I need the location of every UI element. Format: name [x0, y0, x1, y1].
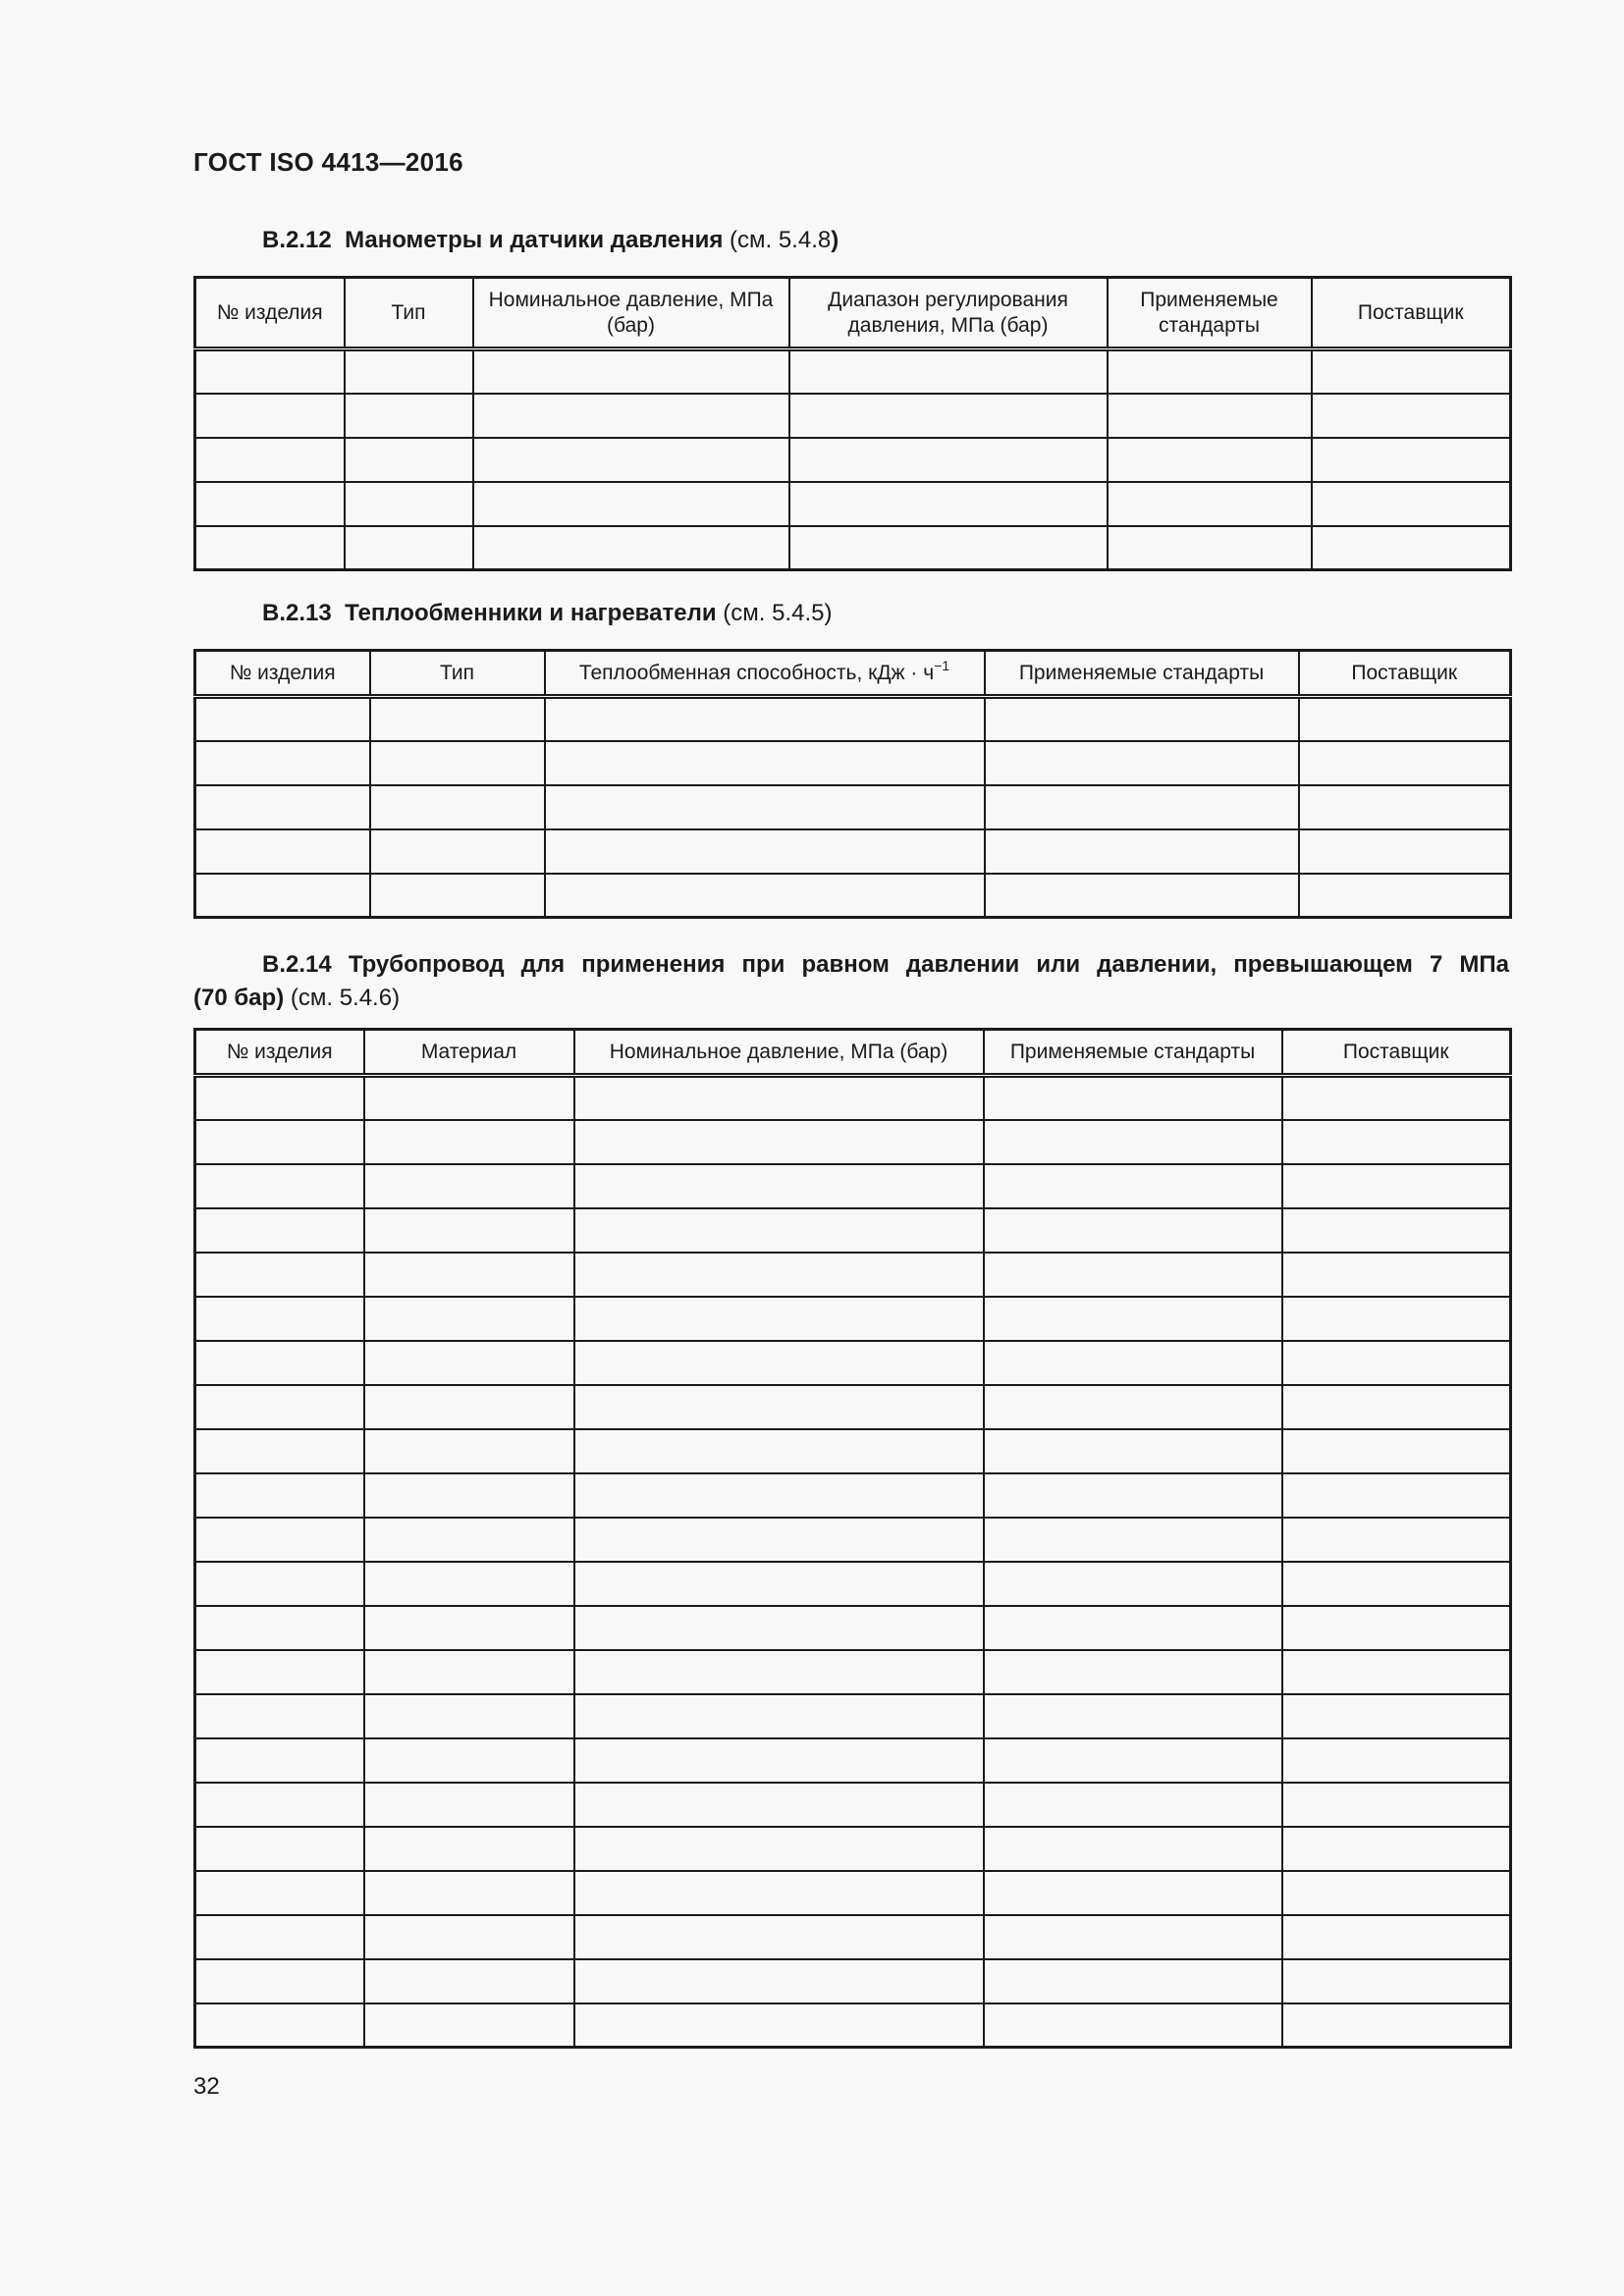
column-header: Материал [364, 1030, 574, 1076]
section-number: B.2.12 [262, 227, 332, 253]
table-cell [574, 1871, 984, 1915]
table-cell [574, 1253, 984, 1297]
table-cell [195, 1120, 364, 1164]
table-row [195, 394, 1511, 438]
table-cell [574, 1915, 984, 1959]
table-cell [984, 1606, 1282, 1650]
table-cell [364, 1871, 574, 1915]
table-cell [1282, 1473, 1511, 1518]
table-cell [195, 874, 370, 918]
table-row [195, 1341, 1511, 1385]
table-cell [195, 697, 370, 741]
table-cell [195, 1783, 364, 1827]
table-row [195, 1253, 1511, 1297]
table-row [195, 1959, 1511, 2003]
table-cell [1282, 1120, 1511, 1164]
table-cell [985, 874, 1299, 918]
table-cell [984, 1959, 1282, 2003]
table-row [195, 829, 1511, 874]
table-cell [1108, 394, 1312, 438]
table-cell [364, 1783, 574, 1827]
table-cell [1299, 741, 1511, 785]
table-row [195, 1518, 1511, 1562]
table-cell [345, 526, 473, 570]
table-cell [984, 1429, 1282, 1473]
table-cell [545, 829, 985, 874]
table-cell [364, 1297, 574, 1341]
table-cell [364, 1650, 574, 1694]
table-cell [1282, 1827, 1511, 1871]
table-cell [473, 482, 789, 526]
table-cell [574, 1120, 984, 1164]
table-cell [984, 1871, 1282, 1915]
table-cell [574, 1606, 984, 1650]
column-header: Применяемые стандарты [1108, 278, 1312, 349]
table-cell [1282, 1738, 1511, 1783]
table-row [195, 697, 1511, 741]
table-cell [345, 349, 473, 394]
table-cell [1282, 1518, 1511, 1562]
table-cell [195, 1606, 364, 1650]
table-cell [195, 2003, 364, 2048]
table-cell [1282, 1915, 1511, 1959]
table-cell [574, 1164, 984, 1208]
table-cell [370, 741, 545, 785]
table-cell [1282, 1606, 1511, 1650]
column-header: Тип [345, 278, 473, 349]
table-cell [985, 697, 1299, 741]
table-row [195, 438, 1511, 482]
table-cell [574, 1518, 984, 1562]
table-cell [195, 1429, 364, 1473]
table-cell [984, 1385, 1282, 1429]
table-cell [195, 1385, 364, 1429]
table-row [195, 1076, 1511, 1120]
table-cell [1108, 526, 1312, 570]
table-cell [345, 482, 473, 526]
column-header: Поставщик [1299, 651, 1511, 697]
column-header [545, 651, 985, 697]
table-header-row [195, 278, 1511, 349]
table-cell [370, 874, 545, 918]
table-row [195, 785, 1511, 829]
table-cell [574, 1208, 984, 1253]
table-cell [1299, 829, 1511, 874]
table-cell [364, 1606, 574, 1650]
table-cell [985, 741, 1299, 785]
table-cell [1282, 1429, 1511, 1473]
column-header: Тип [370, 651, 545, 697]
table-cell [473, 438, 789, 482]
table-cell [195, 741, 370, 785]
table-cell [1282, 1253, 1511, 1297]
table-cell [1282, 1341, 1511, 1385]
table-cell [195, 1076, 364, 1120]
table-row [195, 1164, 1511, 1208]
table-cell [364, 1562, 574, 1606]
table-cell [574, 1562, 984, 1606]
table-row [195, 874, 1511, 918]
section-reference: (см. 5.4.5) [723, 600, 833, 626]
table-cell [789, 526, 1108, 570]
table-row [195, 1650, 1511, 1694]
table-cell [195, 1738, 364, 1783]
table-cell [1282, 1783, 1511, 1827]
table-cell [1312, 438, 1511, 482]
table-cell [1299, 785, 1511, 829]
table-cell [789, 482, 1108, 526]
table-cell [364, 1164, 574, 1208]
table-cell [789, 438, 1108, 482]
table-row [195, 1915, 1511, 1959]
table-row [195, 2003, 1511, 2048]
table-cell [1108, 438, 1312, 482]
table-cell [195, 1959, 364, 2003]
page-number: 32 [193, 2073, 220, 2100]
table-cell [574, 1076, 984, 1120]
table-cell [364, 1120, 574, 1164]
table-cell [364, 1827, 574, 1871]
column-header: Применяемые стандарты [985, 651, 1299, 697]
section-title-b214 [193, 948, 1509, 1015]
section-number: B.2.14 [262, 951, 332, 978]
table-header-row [195, 1030, 1511, 1076]
table-cell [364, 1253, 574, 1297]
column-header: № изделия [195, 651, 370, 697]
table-cell [574, 1297, 984, 1341]
table-cell [574, 1694, 984, 1738]
table-cell [984, 1253, 1282, 1297]
column-header: Диапазон регулирования давления, МПа (бар) [789, 278, 1108, 349]
table-header-row [195, 651, 1511, 697]
table-cell [364, 1208, 574, 1253]
table-cell [195, 1253, 364, 1297]
table-cell [364, 1915, 574, 1959]
section-title-b212 [262, 224, 839, 257]
document-header: ГОСТ ISO 4413—2016 [193, 147, 463, 177]
table-cell [195, 1694, 364, 1738]
table-cell [195, 1208, 364, 1253]
table-cell [370, 785, 545, 829]
table-cell [364, 1473, 574, 1518]
table-cell [195, 349, 345, 394]
section-number: B.2.13 [262, 600, 332, 626]
table-row [195, 1297, 1511, 1341]
table-cell [370, 829, 545, 874]
table-cell [195, 1562, 364, 1606]
table-cell [345, 394, 473, 438]
table-cell [1299, 874, 1511, 918]
table-cell [195, 1297, 364, 1341]
table-cell [574, 1429, 984, 1473]
column-header: Поставщик [1282, 1030, 1511, 1076]
table-heat-exchangers [193, 649, 1512, 919]
table-cell [473, 349, 789, 394]
table-cell [574, 1341, 984, 1385]
table-row [195, 1429, 1511, 1473]
table-cell [195, 829, 370, 874]
table-cell [195, 1827, 364, 1871]
table-cell [984, 1518, 1282, 1562]
table-cell [473, 394, 789, 438]
section-heading-line1 [193, 948, 1509, 982]
table-cell [574, 1783, 984, 1827]
table-row [195, 526, 1511, 570]
table-cell [364, 1959, 574, 2003]
table-cell [195, 785, 370, 829]
column-header: № изделия [195, 278, 345, 349]
table-cell [1312, 394, 1511, 438]
table-cell [1282, 1694, 1511, 1738]
table-row [195, 1871, 1511, 1915]
table-cell [195, 1650, 364, 1694]
table-row [195, 1694, 1511, 1738]
table-cell [370, 697, 545, 741]
table-cell [1108, 349, 1312, 394]
section-heading: Манометры и датчики давления [345, 227, 724, 253]
table-cell [1282, 1871, 1511, 1915]
table-cell [789, 349, 1108, 394]
table-cell [574, 1738, 984, 1783]
section-heading-cont: (70 бар) [193, 985, 285, 1011]
table-cell [1282, 2003, 1511, 2048]
table-cell [473, 526, 789, 570]
table-cell [985, 829, 1299, 874]
table-cell [985, 785, 1299, 829]
table-cell [195, 1341, 364, 1385]
table-cell [574, 1959, 984, 2003]
table-cell [195, 1518, 364, 1562]
table-cell [545, 741, 985, 785]
table-cell [574, 2003, 984, 2048]
table-cell [1108, 482, 1312, 526]
table-row [195, 1473, 1511, 1518]
table-cell [1282, 1164, 1511, 1208]
table-row [195, 482, 1511, 526]
table-cell [364, 2003, 574, 2048]
table-cell [574, 1827, 984, 1871]
table-cell [1312, 526, 1511, 570]
table-cell [1312, 482, 1511, 526]
table-cell [364, 1694, 574, 1738]
table-cell [1282, 1385, 1511, 1429]
table-cell [984, 1827, 1282, 1871]
table-row [195, 1120, 1511, 1164]
table-cell [364, 1518, 574, 1562]
table-cell [345, 438, 473, 482]
table-cell [364, 1341, 574, 1385]
table-row [195, 1827, 1511, 1871]
table-cell [984, 1164, 1282, 1208]
table-cell [984, 1076, 1282, 1120]
table-cell [984, 1694, 1282, 1738]
section-reference: (см. 5.4.6) [290, 985, 401, 1011]
table-cell [195, 482, 345, 526]
table-pressure-gauges [193, 276, 1512, 571]
table-cell [984, 2003, 1282, 2048]
table-cell [364, 1429, 574, 1473]
column-header: Номинальное давление, МПа (бар) [574, 1030, 984, 1076]
column-header: Номинальное давление, МПа (бар) [473, 278, 789, 349]
table-cell [545, 697, 985, 741]
section-title-b213 [262, 597, 832, 630]
table-pipelines [193, 1028, 1512, 2049]
table-cell [984, 1473, 1282, 1518]
table-cell [789, 394, 1108, 438]
table-cell [984, 1738, 1282, 1783]
table-cell [195, 1473, 364, 1518]
table-cell [1282, 1650, 1511, 1694]
section-heading-line2 [193, 982, 1509, 1015]
table-cell [984, 1208, 1282, 1253]
table-cell [984, 1915, 1282, 1959]
table-cell [195, 1164, 364, 1208]
table-row [195, 349, 1511, 394]
column-header-text: Теплообменная способность, кДж · ч [578, 661, 935, 684]
table-cell [195, 1915, 364, 1959]
table-cell [1282, 1208, 1511, 1253]
table-row [195, 1208, 1511, 1253]
table-row [195, 1606, 1511, 1650]
table-cell [1312, 349, 1511, 394]
table-row [195, 1738, 1511, 1783]
table-row [195, 1385, 1511, 1429]
column-header: Применяемые стандарты [984, 1030, 1282, 1076]
table-row [195, 741, 1511, 785]
section-heading: Трубопровод для применения при равном давлении или давлении, превышающем 7 МПа [348, 951, 1510, 978]
table-cell [195, 526, 345, 570]
table-cell [1282, 1076, 1511, 1120]
table-cell [195, 394, 345, 438]
table-cell [1299, 697, 1511, 741]
table-cell [984, 1120, 1282, 1164]
table-cell [984, 1650, 1282, 1694]
table-cell [984, 1562, 1282, 1606]
table-cell [574, 1473, 984, 1518]
column-header: № изделия [195, 1030, 364, 1076]
table-cell [364, 1738, 574, 1783]
table-cell [195, 1871, 364, 1915]
section-reference: (см. 5.4.8 [730, 227, 832, 253]
table-cell [1282, 1562, 1511, 1606]
table-cell [574, 1650, 984, 1694]
table-cell [195, 438, 345, 482]
unit-exponent: −1 [934, 657, 950, 673]
table-cell [984, 1783, 1282, 1827]
table-row [195, 1783, 1511, 1827]
column-header: Поставщик [1312, 278, 1511, 349]
table-cell [545, 874, 985, 918]
table-cell [1282, 1297, 1511, 1341]
section-heading: Теплообменники и нагреватели [345, 600, 717, 626]
table-row [195, 1562, 1511, 1606]
table-cell [1282, 1959, 1511, 2003]
table-cell [364, 1076, 574, 1120]
table-cell [364, 1385, 574, 1429]
table-cell [984, 1341, 1282, 1385]
table-cell [545, 785, 985, 829]
section-reference-close: ) [831, 227, 839, 253]
table-cell [984, 1297, 1282, 1341]
table-cell [574, 1385, 984, 1429]
